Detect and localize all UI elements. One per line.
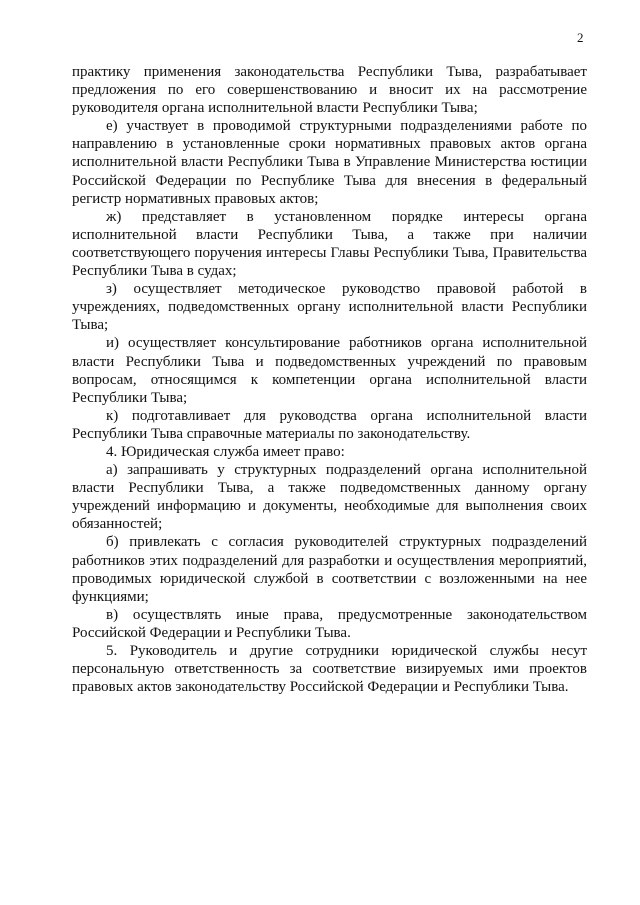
paragraph-item-z: з) осуществляет методическое руководство правовой работой в учреждениях, подведомственных органу исполнительной власти Республики Тыва;: [72, 281, 587, 334]
page-number: 2: [577, 30, 584, 45]
section-4-heading: 4. Юридическая служба имеет право:: [106, 443, 345, 460]
paragraph-continuation: практику применения законодательства Республики Тыва, разрабатывает предложения по его совершенствованию и вносит их на рассмотрение руководителя органа исполнительной власти Республики Тыва;: [72, 64, 587, 117]
paragraph-item-k: к) подготавливает для руководства органа исполнительной власти Республики Тыва справочные материалы по законодательству.: [72, 407, 587, 442]
paragraph-item-b: б) привлекать с согласия руководителей структурных подразделений работников этих подразделений для разработки и осуществления мероприятий, проводимых юридической службой в соответствии с возложенными на нее функциями;: [72, 534, 587, 605]
paragraph-item-v: в) осуществлять иные права, предусмотренные законодательством Российской Федерации и Республики Тыва.: [72, 606, 587, 641]
paragraph-item-i: и) осуществляет консультирование работников органа исполнительной власти Республики Тыва и подведомственных учреждений по правовым вопросам, относящимся к компетенции органа исполнительной власти Республики Тыва;: [72, 335, 587, 406]
paragraph-item-zh: ж) представляет в установленном порядке интересы органа исполнительной власти Республики Тыва, а также при наличии соответствующего поручения интересы Главы Республики Тыва, Правительства Республики Тыва в судах;: [72, 208, 587, 280]
section-5-paragraph: 5. Руководитель и другие сотрудники юридической службы несут персональную ответственность за соответствие визируемых ими проектов правовых актов законодательству Российской Федерации и Республики Тыва.: [72, 643, 587, 696]
document-body: [72, 63, 587, 696]
paragraph-item-a: а) запрашивать у структурных подразделений органа исполнительной власти Республики Тыва, а также подведомственных данному органу учреждений информацию и документы, необходимые для выполнения своих обязанностей;: [72, 462, 587, 533]
paragraph-item-e: е) участвует в проводимой структурными подразделениями работе по направлению в установленные сроки нормативных правовых актов органа исполнительной власти Республики Тыва в Управление Министерства юстиции Российской Федерации по Республике Тыва для внесения в федеральный регистр нормативных правовых актов;: [72, 118, 587, 207]
